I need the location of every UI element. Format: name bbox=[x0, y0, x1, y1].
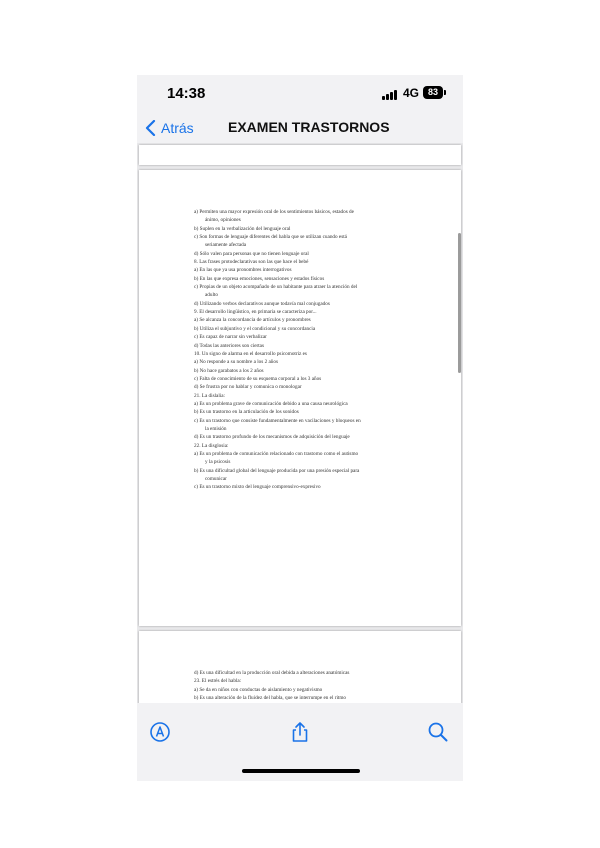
answer-line: c) Son formas de lenguaje diferentes del habla que se utilizan cuando está bbox=[194, 234, 347, 241]
answer-line: adulto bbox=[205, 292, 218, 299]
phone-screen bbox=[137, 75, 463, 781]
share-icon[interactable] bbox=[289, 721, 311, 743]
answer-line: a) Es un problema de comunicación relacionado con trastorno como el autismo bbox=[194, 450, 359, 457]
answer-line: d) Es un trastorno profundo de los mecanismos de adquisición del lenguaje bbox=[194, 434, 350, 441]
question-line: 22. La disglosia: bbox=[194, 442, 229, 449]
answer-line: b) Utiliza el subjuntivo y el condicional y su concordancia bbox=[194, 325, 316, 332]
answer-line: c) Es un trastorno que consiste fundamentalmente en vacilaciones y bloqueos en bbox=[194, 417, 361, 424]
answer-line: b) No hace garabatos a los 2 años bbox=[194, 367, 264, 374]
page-text bbox=[194, 208, 419, 492]
back-label: Atrás bbox=[161, 120, 194, 136]
markup-icon[interactable] bbox=[149, 721, 171, 743]
battery-icon: 83 bbox=[423, 86, 443, 99]
answer-line: a) En las que ya usa pronombres interrogativos bbox=[194, 267, 292, 274]
answer-line: c) Es capaz de narrar sin verbalizar bbox=[194, 334, 267, 341]
answer-line: d) Utilizando verbos declarativos aunque todavía mal conjugados bbox=[194, 300, 330, 307]
chevron-left-icon bbox=[145, 120, 157, 136]
answer-line: c) Falta de conocimiento de su esquema corporal a los 3 años bbox=[194, 375, 322, 382]
question-line: 8. Las frases protodeclarativas son las que hace el bebé bbox=[194, 259, 309, 266]
answer-line: d) Es una dificultad en la producción oral debida a alteraciones anatómicas bbox=[194, 670, 350, 676]
question-line: 10. Un signo de alarma en el desarrollo psicomotriz es bbox=[194, 350, 307, 357]
document-page-current bbox=[139, 170, 461, 626]
status-time: 14:38 bbox=[167, 85, 206, 102]
answer-line: a) Es un problema grave de comunicación debido a una causa neurológica bbox=[194, 400, 348, 407]
answer-line: d) Se frustra por no hablar y comunica o monologar bbox=[194, 384, 302, 391]
answer-line: b) Es una alteración de la fluidez del habla, que se interrumpe en el ritmo bbox=[194, 695, 346, 702]
answer-line: ánimo, opiniones bbox=[205, 217, 241, 224]
question-line: 23. El estrés del habla: bbox=[194, 678, 242, 685]
answer-line: b) En las que expresa emociones, sensaciones y estados físicos bbox=[194, 275, 325, 282]
answer-line: b) Es una dificultad global del lenguaje producida por una presión especial para bbox=[194, 467, 360, 474]
answer-line: a) Se da en niños con conductas de aislamiento y negativismo bbox=[194, 686, 323, 693]
answer-line: la emisión bbox=[205, 425, 227, 432]
network-type: 4G bbox=[403, 86, 420, 100]
answer-line: d) Sólo valen para personas que no tienen lenguaje oral bbox=[194, 250, 309, 257]
answer-line: y la psicosis bbox=[205, 459, 231, 466]
home-indicator bbox=[242, 769, 360, 773]
page-title: EXAMEN TRASTORNOS bbox=[228, 119, 390, 135]
bottom-toolbar bbox=[137, 703, 463, 781]
answer-line: a) Permiten una mayor expresión oral de los sentimientos básicos, estados de bbox=[194, 209, 354, 215]
back-button[interactable] bbox=[145, 117, 194, 139]
search-icon[interactable] bbox=[427, 721, 449, 743]
status-bar bbox=[137, 75, 463, 113]
battery-tip bbox=[444, 90, 446, 95]
document-page-previous bbox=[139, 145, 461, 165]
answer-line: d) Todas las anteriores son ciertas bbox=[194, 342, 264, 349]
scrollbar[interactable] bbox=[458, 233, 461, 373]
question-line: 21. La dislalia: bbox=[194, 392, 225, 399]
question-line: 9. El desarrollo lingüístico, en primaria se caracteriza por... bbox=[194, 309, 317, 316]
document-viewer[interactable] bbox=[137, 143, 463, 703]
answer-line: seriamente afectada bbox=[205, 242, 247, 249]
answer-line: c) Propias de un objeto acompañado de un habitante para atraer la atención del bbox=[194, 284, 358, 291]
answer-line: c) Es un trastorno mixto del lenguaje comprensivo-expresivo bbox=[194, 484, 321, 491]
signal-icon bbox=[382, 89, 400, 100]
answer-line: b) Suplen en la verbalización del lenguaje oral bbox=[194, 225, 291, 232]
answer-line: b) Es un trastorno en la articulación de los sonidos bbox=[194, 409, 299, 416]
answer-line: a) No responde a su nombre a los 2 años bbox=[194, 359, 278, 366]
answer-line: comunicar bbox=[205, 476, 227, 482]
answer-line: a) Se alcanza la concordancia de artículos y pronombres bbox=[194, 317, 311, 324]
navigation-bar bbox=[137, 113, 463, 143]
